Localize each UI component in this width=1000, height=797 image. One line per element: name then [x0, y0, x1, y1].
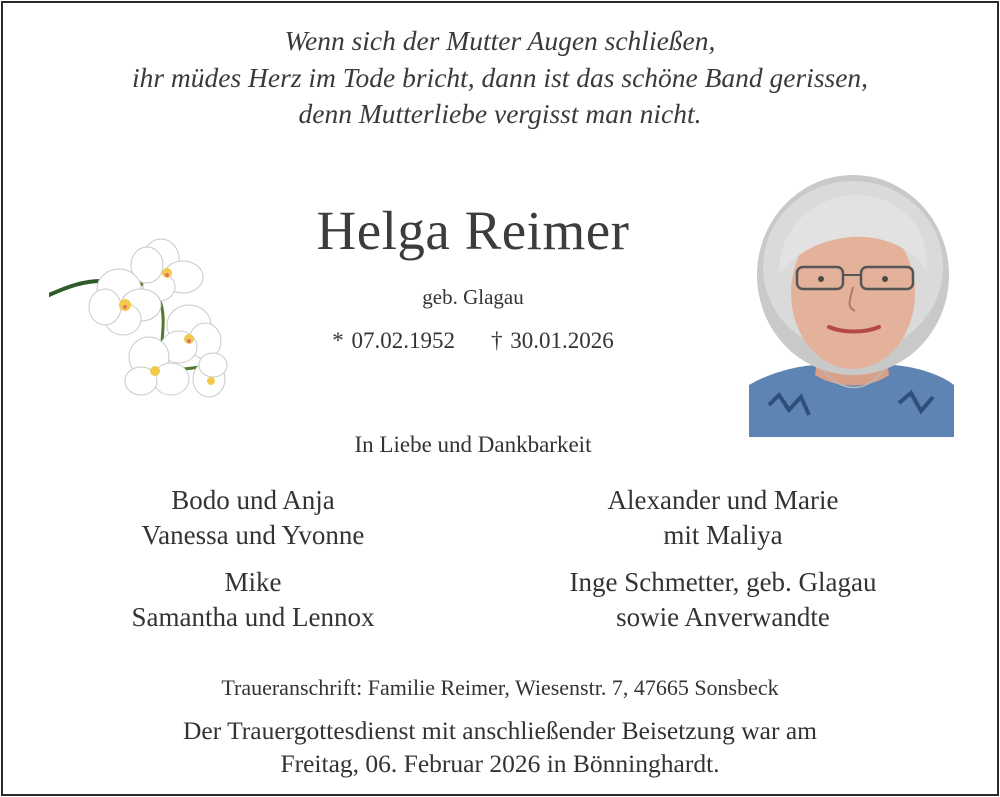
mourner-line: Mike	[224, 567, 282, 597]
mourner-line: sowie Anverwandte	[616, 602, 830, 632]
mourner-group	[83, 483, 423, 553]
mourner-line: Vanessa und Yvonne	[141, 520, 365, 550]
life-dates	[203, 328, 743, 354]
mourner-group	[543, 483, 903, 553]
thanks-line: In Liebe und Dankbarkeit	[354, 432, 592, 457]
mourner-group	[543, 565, 903, 635]
mourner-line: Inge Schmetter, geb. Glagau	[569, 567, 877, 597]
mourner-line: Samantha und Lennox	[131, 602, 375, 632]
service-line: Der Trauergottesdienst mit anschließender Beisetzung war am	[182, 716, 818, 745]
poem-line: denn Mutterliebe vergisst man nicht.	[298, 98, 702, 129]
maiden-name: geb. Glagau	[422, 285, 524, 309]
poem-line: Wenn sich der Mutter Augen schließen,	[284, 25, 716, 56]
funeral-service-info	[3, 714, 997, 780]
service-line: Freitag, 06. Februar 2026 in Bönninghardt.	[280, 749, 720, 778]
mourning-address: Traueranschrift: Familie Reimer, Wiesenstr. 7, 47665 Sonsbeck	[221, 675, 779, 700]
poem-line: ihr müdes Herz im Tode bricht, dann ist das schöne Band gerissen,	[131, 61, 869, 93]
birth-date: * 07.02.1952	[332, 328, 455, 353]
deceased-name: Helga Reimer	[316, 200, 630, 261]
mourner-line: Alexander und Marie	[607, 485, 839, 515]
memorial-poem	[3, 23, 997, 133]
portrait-photo	[749, 175, 954, 437]
death-date: † 30.01.2026	[491, 328, 614, 353]
mourner-line: mit Maliya	[663, 520, 783, 550]
mourner-group	[83, 565, 423, 635]
mourner-line: Bodo und Anja	[171, 485, 335, 515]
obituary-card	[1, 1, 999, 796]
